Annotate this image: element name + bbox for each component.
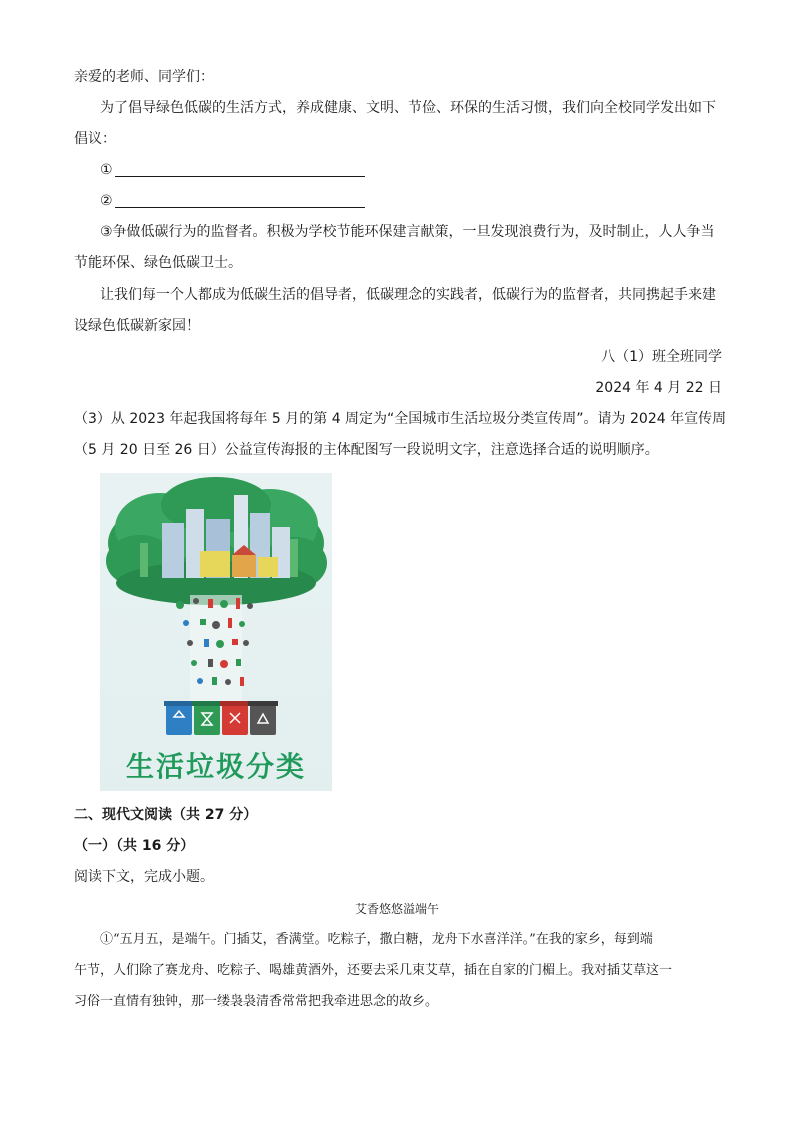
other-waste-bin-icon [250,705,276,735]
letter-signature: 八（1）班全班同学 [601,349,722,365]
poster-title: 生活垃圾分类 [125,750,306,783]
letter-greeting: 亲爱的老师、同学们： [74,69,214,85]
article-title: 艾香悠悠溢端午 [354,902,439,916]
item-1-marker: ① [100,162,113,178]
item-1-answer-blank[interactable] [115,162,365,177]
proposal-item-2 [100,191,750,211]
proposal-item-1 [100,160,750,180]
item-2-marker: ② [100,193,113,209]
section-2-heading: 二、现代文阅读（共 27 分） [74,807,258,823]
question-3-line-1: （3）从 2023 年起我国将每年 5 月的第 4 周定为“全国城市生活垃圾分类宣传周”。请为 2024 年宣传周 [74,411,727,427]
garbage-sorting-poster [100,473,332,791]
hazardous-waste-bin-icon [222,705,248,735]
proposal-item-3-line-1: ③争做低碳行为的监督者。积极为学校节能环保建言献策，一旦发现浪费行为，及时制止，人人争当 [100,224,715,240]
article-line-1: ①“五月五，是端午。门插艾，香满堂。吃粽子，撒白糖，龙舟下水喜洋洋。”在我的家乡，每到端 [100,932,653,947]
recyclable-bin-icon [166,705,192,735]
letter-paragraph-2-line-1: 让我们每一个人都成为低碳生活的倡导者，低碳理念的实践者，低碳行为的监督者，共同携起手来建 [100,287,716,303]
letter-date: 2024 年 4 月 22 日 [595,380,722,396]
article-line-3: 习俗一直情有独钟，那一缕袅袅清香常常把我牵进思念的故乡。 [74,994,439,1009]
item-2-answer-blank[interactable] [115,193,365,208]
poster-illustration [100,473,332,791]
sorting-bins [164,701,278,735]
letter-paragraph-2-line-2: 设绿色低碳新家园！ [74,318,200,334]
falling-waste-items [176,595,253,705]
letter-paragraph-1-line-1: 为了倡导绿色低碳的生活方式，养成健康、文明、节俭、环保的生活习惯，我们向全校同学发出如下 [100,100,716,116]
proposal-item-3-line-2: 节能环保、绿色低碳卫士。 [74,255,242,271]
article-line-2: 午节，人们除了赛龙舟、吃粽子、喝雄黄酒外，还要去采几束艾草，插在自家的门楣上。我对插艾草这一 [74,963,673,978]
section-2-sub-heading: （一）（共 16 分） [74,838,195,854]
reading-instruction: 阅读下文，完成小题。 [74,869,214,885]
question-3-line-2: （5 月 20 日至 26 日）公益宣传海报的主体配图写一段说明文字，注意选择合适的说明顺序。 [74,442,659,458]
letter-paragraph-1-line-2: 倡议： [74,131,116,147]
